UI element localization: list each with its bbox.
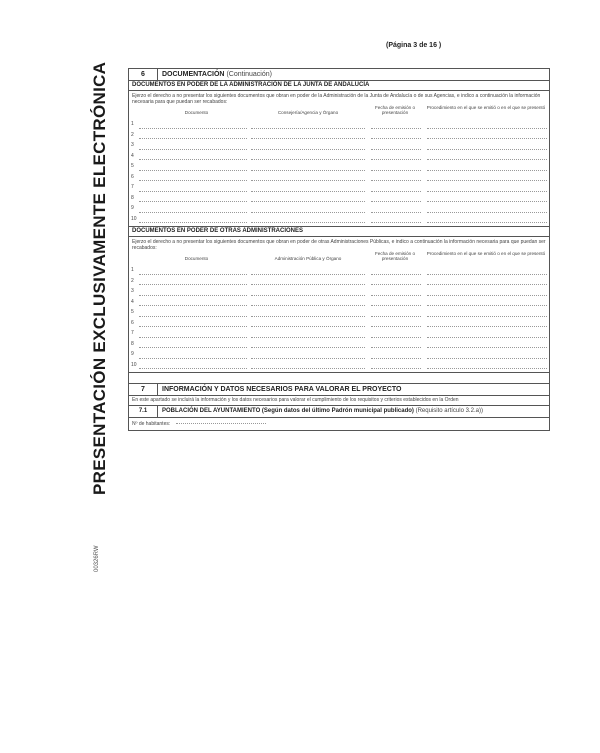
otras-row-field-3[interactable] bbox=[371, 274, 421, 275]
section-7-header bbox=[129, 384, 549, 396]
junta-row-field-4[interactable] bbox=[427, 191, 547, 192]
otras-row bbox=[129, 307, 549, 318]
otras-row-field-2[interactable] bbox=[251, 305, 365, 306]
otras-row-field-4[interactable] bbox=[427, 326, 547, 327]
junta-row-number: 1 bbox=[131, 121, 134, 127]
otras-row-number: 1 bbox=[131, 267, 134, 273]
junta-row-field-4[interactable] bbox=[427, 159, 547, 160]
junta-row-field-1[interactable] bbox=[139, 170, 247, 171]
junta-row-number: 6 bbox=[131, 173, 134, 180]
junta-row-field-3[interactable] bbox=[371, 222, 421, 223]
junta-row-field-2[interactable] bbox=[251, 180, 365, 181]
junta-row-field-1[interactable] bbox=[139, 201, 247, 202]
junta-row-field-1[interactable] bbox=[139, 149, 247, 150]
junta-row bbox=[129, 203, 549, 214]
otras-row-field-3[interactable] bbox=[371, 326, 421, 327]
otras-row-number: 7 bbox=[131, 330, 134, 336]
otras-row-field-2[interactable] bbox=[251, 347, 365, 348]
otras-row-field-1[interactable] bbox=[139, 337, 247, 338]
junta-columns bbox=[129, 105, 549, 119]
otras-row bbox=[129, 297, 549, 308]
otras-block bbox=[129, 237, 549, 373]
otras-row-number: 8 bbox=[131, 340, 134, 347]
junta-row-field-2[interactable] bbox=[251, 159, 365, 160]
junta-rows bbox=[129, 119, 549, 224]
junta-row-field-2[interactable] bbox=[251, 138, 365, 139]
otras-row-field-4[interactable] bbox=[427, 274, 547, 275]
junta-row bbox=[129, 193, 549, 204]
junta-row-field-2[interactable] bbox=[251, 128, 365, 129]
junta-row-field-4[interactable] bbox=[427, 180, 547, 181]
otras-row-field-2[interactable] bbox=[251, 368, 365, 369]
junta-intro: Ejerzo el derecho a no presentar los siguientes documentos que obran en poder de la Administración de la Junta de Andalucía o de sus Agencias, e indico a continuación la información necesaria para que puedan ser recabados: bbox=[132, 93, 541, 105]
junta-row-number: 5 bbox=[131, 163, 134, 169]
otras-row-field-4[interactable] bbox=[427, 305, 547, 306]
otras-row-field-1[interactable] bbox=[139, 274, 247, 275]
otras-row-number: 10 bbox=[131, 361, 137, 368]
junta-row bbox=[129, 130, 549, 141]
otras-heading: DOCUMENTOS EN PODER DE OTRAS ADMINISTRACIONES bbox=[129, 227, 549, 237]
junta-row bbox=[129, 151, 549, 162]
section-gap bbox=[129, 373, 549, 384]
otras-row bbox=[129, 339, 549, 350]
subsection-7-1-header bbox=[129, 406, 549, 418]
junta-row-field-3[interactable] bbox=[371, 170, 421, 171]
otras-row-field-1[interactable] bbox=[139, 295, 247, 296]
junta-row-number: 2 bbox=[131, 131, 134, 138]
otras-col-procedimiento: Procedimiento en el que se emitió o en el que se presentó bbox=[426, 251, 546, 256]
junta-row-field-4[interactable] bbox=[427, 222, 547, 223]
junta-row-field-3[interactable] bbox=[371, 191, 421, 192]
junta-row-field-1[interactable] bbox=[139, 138, 247, 139]
junta-row-field-4[interactable] bbox=[427, 170, 547, 171]
junta-heading: DOCUMENTOS EN PODER DE LA ADMINISTRACIÓN DE LA JUNTA DE ANDALUCÍA bbox=[129, 81, 549, 91]
form-container bbox=[128, 68, 550, 431]
vertical-banner: PRESENTACIÓN EXCLUSIVAMENTE ELECTRÓNICA bbox=[90, 61, 109, 495]
otras-row-field-2[interactable] bbox=[251, 284, 365, 285]
junta-row-field-4[interactable] bbox=[427, 128, 547, 129]
junta-row-field-1[interactable] bbox=[139, 159, 247, 160]
junta-row-field-3[interactable] bbox=[371, 180, 421, 181]
otras-row bbox=[129, 318, 549, 329]
otras-col-fecha: Fecha de emisión o presentación bbox=[374, 251, 416, 261]
side-code: 00326RW bbox=[94, 545, 100, 572]
otras-row-field-2[interactable] bbox=[251, 316, 365, 317]
otras-row-field-2[interactable] bbox=[251, 337, 365, 338]
otras-row-field-1[interactable] bbox=[139, 368, 247, 369]
junta-row-field-4[interactable] bbox=[427, 138, 547, 139]
junta-row-field-3[interactable] bbox=[371, 201, 421, 202]
habitantes-row bbox=[129, 418, 549, 430]
junta-row-field-1[interactable] bbox=[139, 222, 247, 223]
section-6-header bbox=[129, 69, 549, 81]
junta-row bbox=[129, 172, 549, 183]
otras-row-field-4[interactable] bbox=[427, 337, 547, 338]
junta-row-field-3[interactable] bbox=[371, 138, 421, 139]
junta-row bbox=[129, 140, 549, 151]
otras-row bbox=[129, 276, 549, 287]
junta-row-field-3[interactable] bbox=[371, 128, 421, 129]
otras-row-field-3[interactable] bbox=[371, 284, 421, 285]
otras-row-field-3[interactable] bbox=[371, 337, 421, 338]
junta-row-number: 4 bbox=[131, 152, 134, 159]
otras-row-field-3[interactable] bbox=[371, 347, 421, 348]
junta-row-field-2[interactable] bbox=[251, 149, 365, 150]
otras-col-administracion: Administración Pública y Órgano bbox=[274, 256, 342, 261]
otras-row-number: 2 bbox=[131, 277, 134, 284]
junta-row-field-4[interactable] bbox=[427, 212, 547, 213]
junta-row-field-4[interactable] bbox=[427, 149, 547, 150]
otras-row-field-3[interactable] bbox=[371, 305, 421, 306]
junta-row-number: 8 bbox=[131, 194, 134, 201]
otras-row-number: 9 bbox=[131, 351, 134, 357]
junta-row-field-2[interactable] bbox=[251, 212, 365, 213]
otras-row-field-2[interactable] bbox=[251, 358, 365, 359]
junta-col-procedimiento: Procedimiento en el que se emitió o en el que se presentó bbox=[426, 105, 546, 110]
otras-row-field-4[interactable] bbox=[427, 347, 547, 348]
junta-row-field-4[interactable] bbox=[427, 201, 547, 202]
habitantes-label: Nº de habitantes: bbox=[132, 421, 171, 427]
section-6-number: 6 bbox=[129, 69, 158, 80]
otras-row-field-1[interactable] bbox=[139, 305, 247, 306]
otras-row-number: 3 bbox=[131, 288, 134, 294]
junta-row-field-3[interactable] bbox=[371, 212, 421, 213]
junta-row-number: 3 bbox=[131, 142, 134, 148]
junta-row bbox=[129, 161, 549, 172]
otras-row-field-3[interactable] bbox=[371, 358, 421, 359]
otras-row-field-1[interactable] bbox=[139, 358, 247, 359]
junta-row-field-2[interactable] bbox=[251, 201, 365, 202]
subsection-7-1-title-text: POBLACIÓN DEL AYUNTAMIENTO (Según datos del último Padrón municipal publicado) bbox=[162, 408, 414, 414]
junta-row-field-2[interactable] bbox=[251, 222, 365, 223]
junta-row-field-2[interactable] bbox=[251, 191, 365, 192]
junta-row bbox=[129, 119, 549, 130]
junta-row bbox=[129, 182, 549, 193]
junta-col-documento: Documento bbox=[184, 110, 209, 115]
junta-block bbox=[129, 91, 549, 227]
subsection-7-1-hint: (Requisito artículo 3.2.a)) bbox=[415, 408, 483, 414]
otras-row-number: 6 bbox=[131, 319, 134, 326]
otras-row bbox=[129, 360, 549, 371]
junta-row-field-1[interactable] bbox=[139, 180, 247, 181]
section-7-title: INFORMACIÓN Y DATOS NECESARIOS PARA VALORAR EL PROYECTO bbox=[162, 386, 402, 393]
otras-row-field-2[interactable] bbox=[251, 326, 365, 327]
subsection-7-1-number: 7.1 bbox=[129, 406, 158, 417]
otras-row bbox=[129, 286, 549, 297]
otras-row-field-1[interactable] bbox=[139, 284, 247, 285]
junta-row-number: 7 bbox=[131, 184, 134, 190]
section-6-title bbox=[158, 69, 272, 80]
subsection-7-1-title bbox=[158, 406, 483, 417]
page-marker: (Página 3 de 16 ) bbox=[386, 42, 442, 49]
otras-rows bbox=[129, 265, 549, 370]
junta-row-number: 9 bbox=[131, 205, 134, 211]
junta-row bbox=[129, 214, 549, 225]
otras-row-field-4[interactable] bbox=[427, 368, 547, 369]
otras-row-field-3[interactable] bbox=[371, 295, 421, 296]
junta-row-field-1[interactable] bbox=[139, 191, 247, 192]
section-6-subtitle: (Continuación) bbox=[226, 71, 272, 78]
section-7-note: En este apartado se incluirá la información y los datos necesarios para valorar el cumplimiento de los requisitos y criterios establecidos en la Orden bbox=[129, 396, 549, 406]
otras-row bbox=[129, 265, 549, 276]
otras-row-field-4[interactable] bbox=[427, 284, 547, 285]
otras-row-number: 5 bbox=[131, 309, 134, 315]
otras-col-documento: Documento bbox=[184, 256, 209, 261]
otras-row-field-1[interactable] bbox=[139, 316, 247, 317]
junta-row-field-1[interactable] bbox=[139, 212, 247, 213]
junta-row-field-3[interactable] bbox=[371, 159, 421, 160]
otras-row-field-3[interactable] bbox=[371, 368, 421, 369]
section-7-number: 7 bbox=[129, 384, 158, 395]
otras-row-field-3[interactable] bbox=[371, 316, 421, 317]
otras-row-field-1[interactable] bbox=[139, 347, 247, 348]
otras-row bbox=[129, 349, 549, 360]
junta-row-field-1[interactable] bbox=[139, 128, 247, 129]
junta-col-consejeria: Consejería/Agencia y Órgano bbox=[277, 110, 339, 115]
habitantes-field[interactable] bbox=[176, 423, 266, 424]
otras-row-field-1[interactable] bbox=[139, 326, 247, 327]
junta-row-number: 10 bbox=[131, 215, 137, 222]
junta-col-fecha: Fecha de emisión o presentación bbox=[374, 105, 416, 115]
otras-row-field-2[interactable] bbox=[251, 274, 365, 275]
otras-row-field-2[interactable] bbox=[251, 295, 365, 296]
otras-intro: Ejerzo el derecho a no presentar los siguientes documentos que obran en poder de otras Administraciones Públicas, e indico a continuación la información necesaria para que puedan ser recabados: bbox=[132, 239, 546, 251]
section-6-title-text: DOCUMENTACIÓN bbox=[162, 71, 225, 78]
otras-row-field-4[interactable] bbox=[427, 295, 547, 296]
junta-row-field-3[interactable] bbox=[371, 149, 421, 150]
otras-row bbox=[129, 328, 549, 339]
otras-row-field-4[interactable] bbox=[427, 316, 547, 317]
otras-row-number: 4 bbox=[131, 298, 134, 305]
otras-row-field-4[interactable] bbox=[427, 358, 547, 359]
junta-row-field-2[interactable] bbox=[251, 170, 365, 171]
otras-columns bbox=[129, 251, 549, 265]
